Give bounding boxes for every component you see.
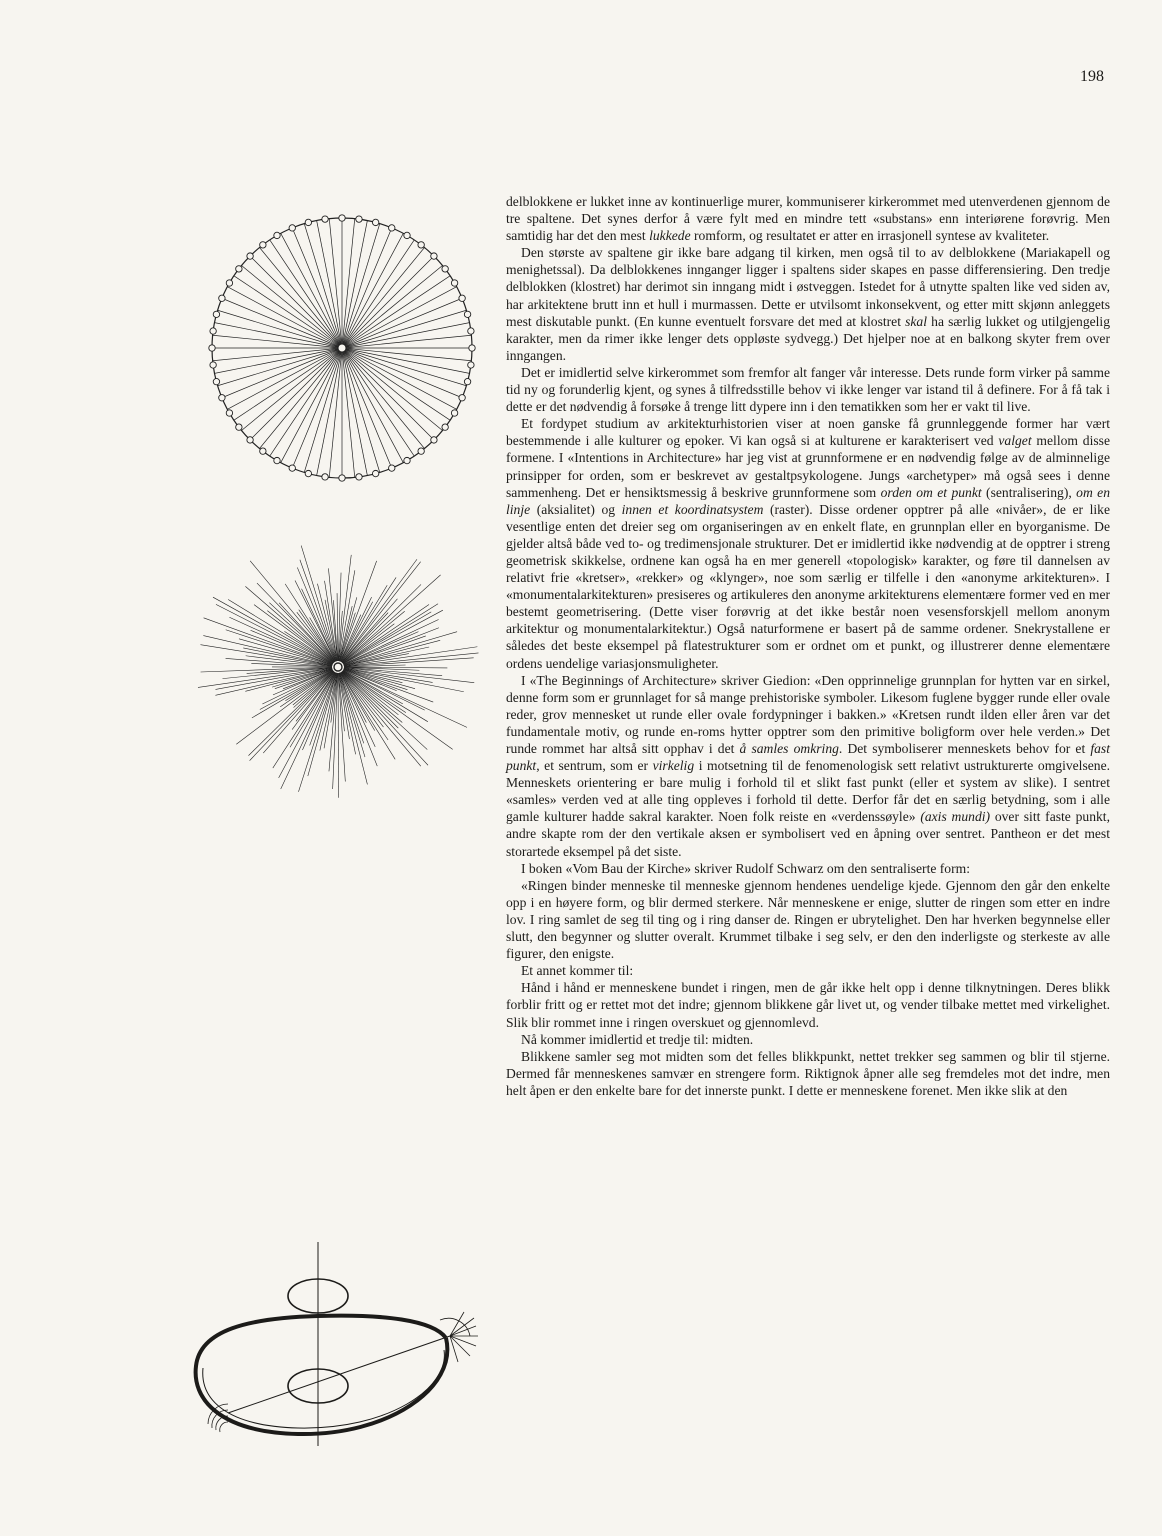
wheel-bead <box>372 470 378 476</box>
wheel-spoke <box>260 248 342 348</box>
wheel-spoke <box>342 348 442 430</box>
wheel-bead <box>226 280 232 286</box>
wheel-spoke <box>242 348 342 430</box>
paragraph: delblokkene er lukket inne av kontinuerlige murer, kommuniserer kirkerommet med utenverdenen gjennom de tre spaltene. Det synes derfor å være fylt med en mindre tett «substans» enn interiørene forøvrig. Men samtidig har det den mest lukkede romform, og resultatet er atter en irrasjonell syntese av kvaliteter. <box>506 194 1110 244</box>
burst-ray <box>344 647 477 666</box>
paragraph: I «The Beginnings of Architecture» skriver Giedion: «Den opprinnelige grunnplan for hytten var en sirkel, denne form som er grunnlaget for så mange prehistoriske symboler. Likesom fuglene bygger runde eller ovale reder, grov mennesket ut runde eller ovale fordypninger i bakken.» «Kretsen rundt ilden eller åren var det fundamentale motiv, og runde en-roms hytter opptrer som den primitive boligform over hele verden.» Det runde rommet har altså sitt opphav i det å samles omkring. Det symboliserer menneskets behov for et fast punkt, et sentrum, som er virkelig i motsetning til de fenomenologisk sett relativt ustrukturerte omgivelsene. Menneskets orientering er bare mulig i forhold til et slikt fast punkt (eller et system av slike). I sentret «samles» verden ved at alle ting oppleves i forhold til dette. Derfor får det en særlig betydning, som i alle gamle kulturer hadde sakral karakter. Noen folk reiste en «verdenssøyle» (axis mundi) over sitt faste punkt, andre skapte rom der den vertikale aksen er symbolisert ved en åpning over sentret. Pantheon er det mest storartede eksempel på det siste. <box>506 672 1110 859</box>
wheel-bead <box>236 266 242 272</box>
wheel-bead <box>459 295 465 301</box>
burst-ray <box>299 610 335 662</box>
wheel-bead <box>322 216 328 222</box>
burst-ray <box>341 562 420 662</box>
burst-ray <box>308 673 337 776</box>
wheel-spoke <box>213 335 342 348</box>
figure-spoked-ring <box>192 198 492 498</box>
wheel-bead <box>236 424 242 430</box>
wheel-spoke <box>342 348 471 361</box>
burst-ray <box>344 653 479 666</box>
burst-center <box>334 663 342 671</box>
wheel-spoke <box>222 348 342 398</box>
wheel-bead <box>219 395 225 401</box>
paragraph: Et annet kommer til: <box>521 963 634 979</box>
burst-ray <box>344 669 434 702</box>
paragraph: «Ringen binder menneske til menneske gjennom hendenes uendelige kjede. Gjennom den går den enkelte opp i en høyere form, og blir dermed sterkere. Når menneskene er enige, slutter de ringen som etter en indre lov. I ring samlet de seg til ting og i ring danser de. Ringen er ubrytelighet. Den har hverken begynnelse eller slutt, den begynner og slutter overalt. Krummet tilbake i seg selv, er den den inderligste og sterkeste av alle figurer, den enigste. <box>506 877 1110 962</box>
wheel-spoke <box>342 348 392 468</box>
burst-ray <box>343 610 443 664</box>
wheel-bead <box>209 345 215 351</box>
wheel-bead <box>210 362 216 368</box>
wheel-spoke <box>342 233 403 348</box>
figure-starburst <box>188 530 498 800</box>
wheel-bead <box>469 345 475 351</box>
burst-ray <box>343 670 403 704</box>
wheel-bead <box>210 328 216 334</box>
paragraph: I boken «Vom Bau der Kirche» skriver Rudolf Schwarz om den sentraliserte form: <box>521 860 970 876</box>
burst-ray <box>341 672 367 722</box>
wheel-spoke <box>342 298 462 348</box>
wheel-bead <box>356 474 362 480</box>
wheel-bead <box>418 242 424 248</box>
wheel-spoke <box>342 228 392 348</box>
wheel-bead <box>339 215 345 221</box>
wheel-bead <box>213 311 219 317</box>
wheel-spoke <box>342 348 403 463</box>
wheel-bead <box>404 457 410 463</box>
paragraph: Et fordypet studium av arkitekturhistorien viser at noen ganske få grunnleggende former har vært bestemmende i alle kulturer og epoker. Vi kan også si at kulturene er karakterisert ved valget mellom disse formene. I «Intentions in Architecture» har jeg vist at grunnformene er en nødvendig følge av de alminnelige prinsipper for orden, som er beskrevet av gestaltpsykologene. Jungs «archetyper» må også sees i denne sammenheng. Det er hensiktsmessig å beskrive grunnformene som orden om et punkt (sentralisering), om en linje (aksialitet) og innen et koordinatsystem (raster). Disse ordener opptrer på alle «nivåer», de er like vesentlige enten det dreier seg om organiseringen av en enkelt flate, en grunnplan eller en byorganisme. De gjelder altså både ved to- og tredimensjonale strukturer. Det er imidlertid ikke nødvendig at de opptrer i streng geometrisk skikkelse, ordnene kan også ha en mer generell «topologisk» karakter, og føre til dannelsen av relativt frie «kretser», «rekker» og «klynger», noe som særlig er tilfelle i den «anonyme arkitekturen». I «monumentalarkitekturen» presiseres og artikuleres den anonyme arkitekturens elementære former ved en mer bestemt geometrisering. (Dette viser forøvrig at det ikke består noen vesensforskjell mellom anonym arkitektur og monumentalarkitektur.) Også naturformene er basert på de samme ordener. Snekrystallene er således det beste eksempel på flatestrukturer som er ordnet om et punkt, og illustrerer denne elementære ordens uendelige variasjonsmuligheter. <box>506 416 1111 671</box>
burst-ray <box>342 575 440 663</box>
burst-ray <box>245 586 333 662</box>
wheel-bead <box>418 448 424 454</box>
wheel-bead <box>389 225 395 231</box>
wheel-bead <box>289 225 295 231</box>
wheel-spoke <box>329 219 342 348</box>
burst-ray <box>338 673 339 798</box>
wheel-spoke <box>342 348 355 477</box>
body-text-column <box>506 193 1110 1099</box>
burst-ray <box>342 611 404 663</box>
wheel-spoke <box>227 348 342 409</box>
wheel-bead <box>431 253 437 259</box>
wheel-bead <box>451 410 457 416</box>
wheel-spoke <box>281 348 342 463</box>
wheel-spoke <box>342 219 355 348</box>
wheel-spoke <box>213 348 342 361</box>
burst-ray <box>250 672 335 761</box>
wheel-bead <box>247 253 253 259</box>
wheel-spoke <box>292 348 342 468</box>
wheel-bead <box>305 219 311 225</box>
wheel-bead <box>289 465 295 471</box>
wheel-bead <box>219 295 225 301</box>
wheel-bead <box>322 474 328 480</box>
page-number: 198 <box>1080 68 1104 85</box>
wheel-bead <box>260 242 266 248</box>
burst-ray <box>342 671 402 722</box>
wheel-bead <box>274 457 280 463</box>
paragraph: Hånd i hånd er menneskene bundet i ringen, men de går ikke helt opp i denne tilknytningen. Deres blikk forblir fritt og er rettet mot det indre; gjennom blikkene går livet ut, og vender tilbake mettet med virkelighet. Slik blir rommet inne i ringen overskuet og gjennomlevd. <box>506 980 1110 1030</box>
wheel-bead <box>356 216 362 222</box>
wheel-spoke <box>222 298 342 348</box>
wheel-bead <box>305 470 311 476</box>
paragraph: Det er imidlertid selve kirkerommet som fremfor alt fanger vår interesse. Dets runde form virker på samme tid ny og forunderlig kjent, og synes å tilfredsstille behov vi ikke lenger var istand til å definere. For å få tak i dette er det nødvendig å forsøke å trenge litt dypere inn i den tematikken som her er vakt til live. <box>506 364 1110 415</box>
wheel-spoke <box>342 266 442 348</box>
wheel-bead <box>260 448 266 454</box>
wheel-spoke <box>227 287 342 348</box>
wheel-bead <box>431 437 437 443</box>
wheel-hub <box>338 344 346 352</box>
wheel-bead <box>459 395 465 401</box>
wheel-bead <box>404 232 410 238</box>
wheel-spoke <box>292 228 342 348</box>
wheel-bead <box>339 475 345 481</box>
paragraph: Den største av spaltene gir ikke bare adgang til kirken, men også til to av delblokkene (Mariakapell og menighetssal). Da delblokkenes innganger ligger i spaltens sider skapes en passe differensiering. Den tredje delblokken (klostret) har derimot sin inngang midt i østveggen. Istedet for å utnytte spalten like ved siden av, har arkitektene brutt inn et hull i murmassen. Dette er utvilsomt inkonsekvent, og etter mitt skjønn anleggets mest diskutable punkt. (En kunne eventuelt forsvare det med at klostret skal ha særlig lukket og utilgjengelig karakter, men da rimer ikke lenger dets oppløste sydvegg.) Det hjelper noe at en balkong skyter frem over inngangen. <box>506 245 1110 363</box>
burst-ray <box>344 668 442 676</box>
wheel-bead <box>389 465 395 471</box>
wheel-bead <box>464 378 470 384</box>
wheel-bead <box>372 219 378 225</box>
wheel-spoke <box>342 348 457 409</box>
wheel-bead <box>451 280 457 286</box>
wheel-bead <box>442 424 448 430</box>
burst-ray <box>216 604 333 664</box>
wheel-bead <box>464 311 470 317</box>
burst-ray <box>343 632 418 665</box>
wheel-spoke <box>342 335 471 348</box>
wheel-bead <box>468 362 474 368</box>
wheel-spoke <box>342 287 457 348</box>
wheel-bead <box>213 378 219 384</box>
wheel-spoke <box>342 348 462 398</box>
wheel-bead <box>468 328 474 334</box>
burst-ray <box>203 636 332 666</box>
paragraph: Blikkene samler seg mot midten som det felles blikkpunkt, nettet trekker seg sammen og blir til stjerne. Dermed får menneskenes samvær en strengere form. Riktignok åpner alle seg fremdeles mot det indre, men helt åpen er den enkelte bare for det innerste punkt. I dette er menneskene forenet. Men ikke slik at den <box>506 1048 1110 1098</box>
burst-ray <box>273 672 335 768</box>
paragraph: Nå kommer imidlertid et tredje til: midten. <box>521 1031 754 1047</box>
wheel-bead <box>247 437 253 443</box>
wheel-bead <box>442 266 448 272</box>
wheel-spoke <box>242 266 342 348</box>
wheel-spoke <box>281 233 342 348</box>
burst-ray <box>329 673 338 771</box>
wheel-bead <box>226 410 232 416</box>
wheel-spoke <box>342 348 424 448</box>
figure-ring-with-axis <box>188 1238 488 1458</box>
wheel-spoke <box>342 248 424 348</box>
wheel-bead <box>274 232 280 238</box>
wheel-spoke <box>329 348 342 477</box>
wheel-spoke <box>260 348 342 448</box>
